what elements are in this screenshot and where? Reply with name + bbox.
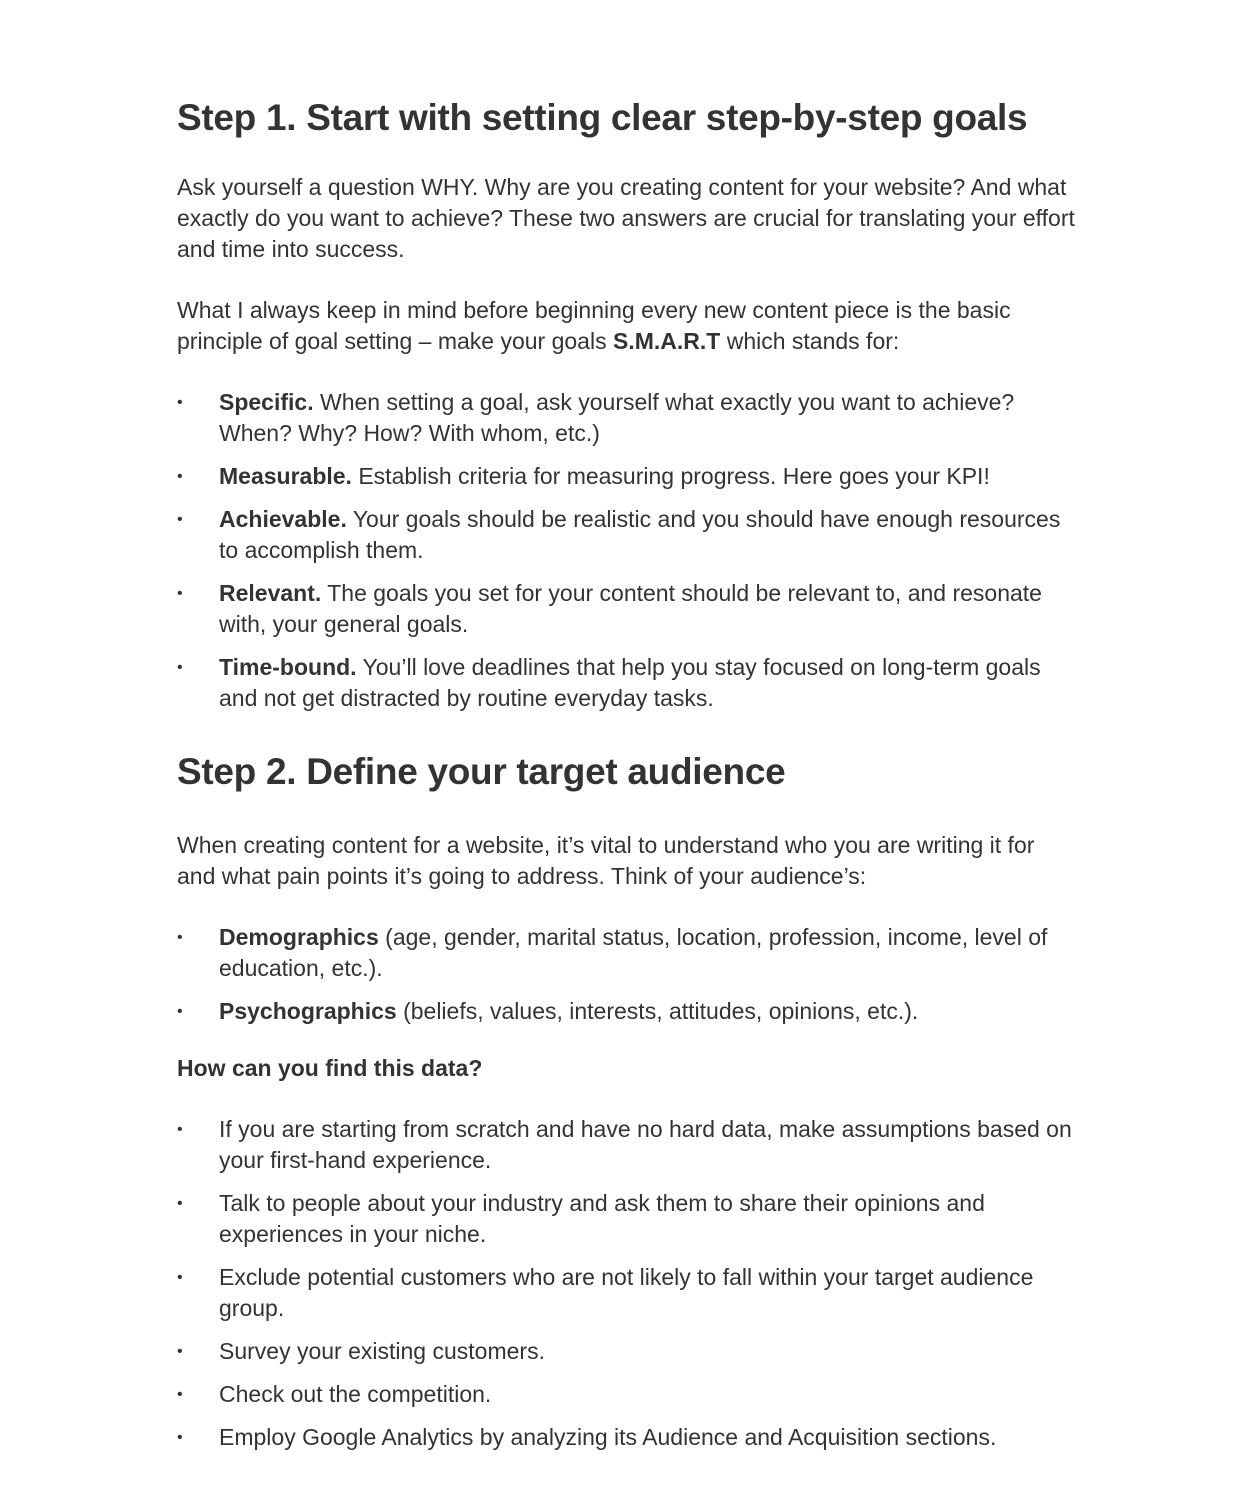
bullet-icon: • xyxy=(177,1195,183,1212)
data-sources-list xyxy=(177,1114,1077,1453)
item-term: Specific. xyxy=(219,389,314,415)
step1-intro-paragraph: Ask yourself a question WHY. Why are you creating content for your website? And what exactly do you want to achieve? These two answers are crucial for translating your effort and time into success. xyxy=(177,174,1075,262)
list-item xyxy=(177,1114,1077,1176)
step2-intro-paragraph: When creating content for a website, it’s vital to understand who you are writing it for and what pain points it’s going to address. Think of your audience’s: xyxy=(177,832,1035,889)
list-item xyxy=(177,504,1077,566)
smart-intro-text: What I always keep in mind before beginning every new content piece is the basic principle of goal setting – make your goals xyxy=(177,297,1011,354)
bullet-icon: • xyxy=(177,1429,183,1446)
list-item xyxy=(177,1336,1077,1367)
list-item xyxy=(177,461,1077,492)
item-text: (age, gender, marital status, location, profession, income, level of education, etc.). xyxy=(219,924,1048,981)
smart-intro-tail: which stands for: xyxy=(720,328,900,354)
bullet-icon: • xyxy=(177,929,183,946)
audience-traits-list xyxy=(177,922,1077,1027)
item-text: Talk to people about your industry and ask them to share their opinions and experiences in your niche. xyxy=(219,1190,985,1247)
find-data-subheading: How can you find this data? xyxy=(177,1055,483,1081)
item-text: You’ll love deadlines that help you stay focused on long-term goals and not get distracted by routine everyday tasks. xyxy=(219,654,1041,711)
item-text: Survey your existing customers. xyxy=(219,1338,545,1364)
item-text: When setting a goal, ask yourself what exactly you want to achieve? When? Why? How? With whom, etc.) xyxy=(219,389,1015,446)
item-text: Establish criteria for measuring progress. Here goes your KPI! xyxy=(351,463,990,489)
item-text: Employ Google Analytics by analyzing its Audience and Acquisition sections. xyxy=(219,1424,997,1450)
bullet-icon: • xyxy=(177,511,183,528)
bullet-icon: • xyxy=(177,394,183,411)
bullet-icon: • xyxy=(177,1121,183,1138)
smart-intro-paragraph xyxy=(177,295,1077,357)
document-page xyxy=(177,96,1077,1465)
list-item xyxy=(177,387,1077,449)
list-item xyxy=(177,1188,1077,1250)
list-item xyxy=(177,1262,1077,1324)
bullet-icon: • xyxy=(177,1343,183,1360)
smart-goals-list xyxy=(177,387,1077,714)
list-item xyxy=(177,1422,1077,1453)
step1-heading: Step 1. Start with setting clear step-by-step goals xyxy=(177,97,1028,138)
list-item xyxy=(177,578,1077,640)
list-item xyxy=(177,996,1077,1027)
item-text: Check out the competition. xyxy=(219,1381,492,1407)
bullet-icon: • xyxy=(177,585,183,602)
item-text: The goals you set for your content should be relevant to, and resonate with, your general goals. xyxy=(219,580,1042,637)
list-item xyxy=(177,1379,1077,1410)
smart-acronym: S.M.A.R.T xyxy=(612,328,721,354)
list-item xyxy=(177,652,1077,714)
item-term: Relevant. xyxy=(219,580,322,606)
item-term: Demographics xyxy=(219,924,379,950)
item-term: Psychographics xyxy=(219,998,397,1024)
step2-heading: Step 2. Define your target audience xyxy=(177,751,786,792)
bullet-icon: • xyxy=(177,468,183,485)
bullet-icon: • xyxy=(177,1003,183,1020)
list-item xyxy=(177,922,1077,984)
item-term: Measurable. xyxy=(219,463,352,489)
item-text: Your goals should be realistic and you should have enough resources to accomplish them. xyxy=(219,506,1061,563)
item-term: Time-bound. xyxy=(219,654,357,680)
item-text: (beliefs, values, interests, attitudes, opinions, etc.). xyxy=(396,998,919,1024)
item-term: Achievable. xyxy=(219,506,347,532)
item-text: Exclude potential customers who are not likely to fall within your target audience group. xyxy=(219,1264,1034,1321)
bullet-icon: • xyxy=(177,659,183,676)
bullet-icon: • xyxy=(177,1386,183,1403)
bullet-icon: • xyxy=(177,1269,183,1286)
item-text: If you are starting from scratch and have no hard data, make assumptions based on your first-hand experience. xyxy=(219,1116,1072,1173)
